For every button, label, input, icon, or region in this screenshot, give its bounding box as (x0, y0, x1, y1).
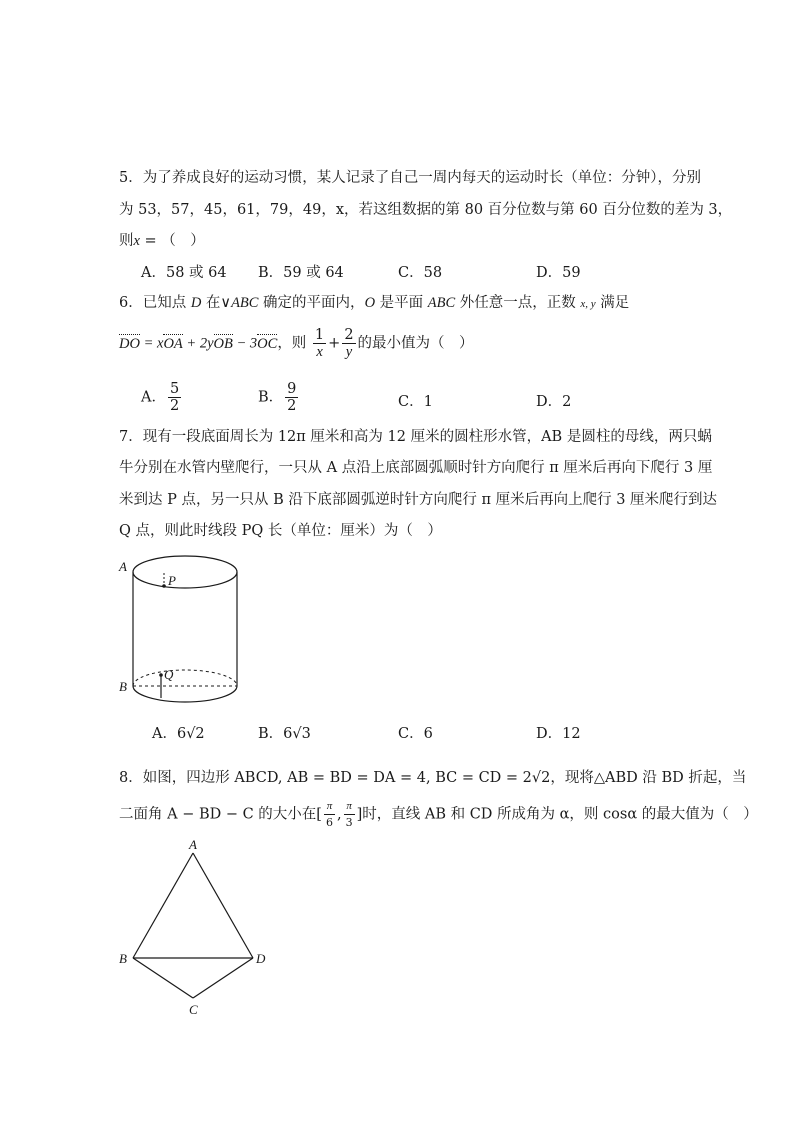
q7-option-b: B．6√3 (258, 726, 311, 742)
q6-option-a: A． $\frac{5}{2}$ (141, 381, 180, 414)
label-a: A (119, 559, 127, 574)
edge-ab (133, 853, 193, 958)
label-b: B (119, 679, 127, 694)
q5-option-a: A．58 或 64 (141, 265, 227, 281)
q6-option-c: C．1 (398, 394, 433, 410)
point-p (162, 584, 166, 588)
label-a: A (189, 837, 197, 852)
fraction-1-over-x: $\frac{1}{x}$ (314, 327, 325, 360)
quadrilateral-figure (112, 836, 282, 1021)
edge-cd (193, 958, 253, 998)
q7-line-3: 米到达 P 点，另一只从 B 沿下底部圆弧逆时针方向爬行 π 厘米后再向上爬行 3 厘米爬行到达 (119, 492, 718, 508)
label-q: Q (164, 667, 174, 682)
q6-equation: DO = xOA + 2yOB − 3OC，则 $\frac{1}{x}$ + $\frac{2}{y}$ 的最小值为（ ） (119, 327, 474, 360)
label-b: B (119, 951, 127, 966)
q5-line-2: 为 53，57，45，61，79，49，x，若这组数据的第 80 百分位数与第 60 百分位数的差为 3， (119, 202, 733, 218)
label-p: P (168, 573, 176, 588)
q7-option-a: A．6√2 (152, 726, 205, 742)
q5-option-c: C．58 (398, 265, 443, 281)
label-d: D (256, 951, 266, 966)
label-c: C (189, 1002, 198, 1017)
q7-option-c: C．6 (398, 726, 433, 742)
q6-option-b: B． $\frac{9}{2}$ (258, 381, 297, 414)
q5-line-3: 则x = （ ） (119, 233, 205, 249)
cylinder-figure (115, 548, 250, 708)
q7-line-1: 7．现有一段底面周长为 12π 厘米和高为 12 厘米的圆柱形水管，AB 是圆柱的母线，两只蜗 (119, 429, 712, 445)
cylinder-top-ellipse (133, 556, 237, 588)
q5-option-d: D．59 (536, 265, 581, 281)
fraction-2-over-y: $\frac{2}{y}$ (344, 327, 354, 360)
q8-line-2: 二面角 A − BD − C 的大小在[ $\frac{\pi}{6}$ , $\frac{\pi}{3}$ ]时，直线 AB 和 CD 所成角为 α，则 cosα 的最大值为（ ） (119, 800, 758, 829)
q7-line-4: Q 点，则此时线段 PQ 长（单位：厘米）为（ ） (119, 523, 442, 539)
q5-option-b: B．59 或 64 (258, 265, 344, 281)
point-q (159, 673, 163, 677)
q7-line-2: 牛分别在水管内壁爬行，一只从 A 点沿上底部圆弧顺时针方向爬行 π 厘米后再向下爬行 3 厘 (119, 460, 713, 476)
q7-option-d: D．12 (536, 726, 581, 742)
edge-ad (193, 853, 253, 958)
cylinder-bottom-front-arc (133, 686, 237, 702)
q5-line-1: 5．为了养成良好的运动习惯，某人记录了自己一周内每天的运动时长（单位：分钟），分别 (119, 170, 701, 186)
cylinder-bottom-back-arc (133, 670, 237, 686)
q6-line-1: 6．已知点 D 在∨ABC 确定的平面内，O 是平面 ABC 外任意一点，正数 x, y 满足 (119, 295, 630, 311)
edge-bc (133, 958, 193, 998)
q6-option-d: D．2 (536, 394, 572, 410)
q8-line-1: 8．如图，四边形 ABCD, AB = BD = DA = 4, BC = CD = 2√2，现将△ABD 沿 BD 折起，当 (119, 770, 747, 786)
